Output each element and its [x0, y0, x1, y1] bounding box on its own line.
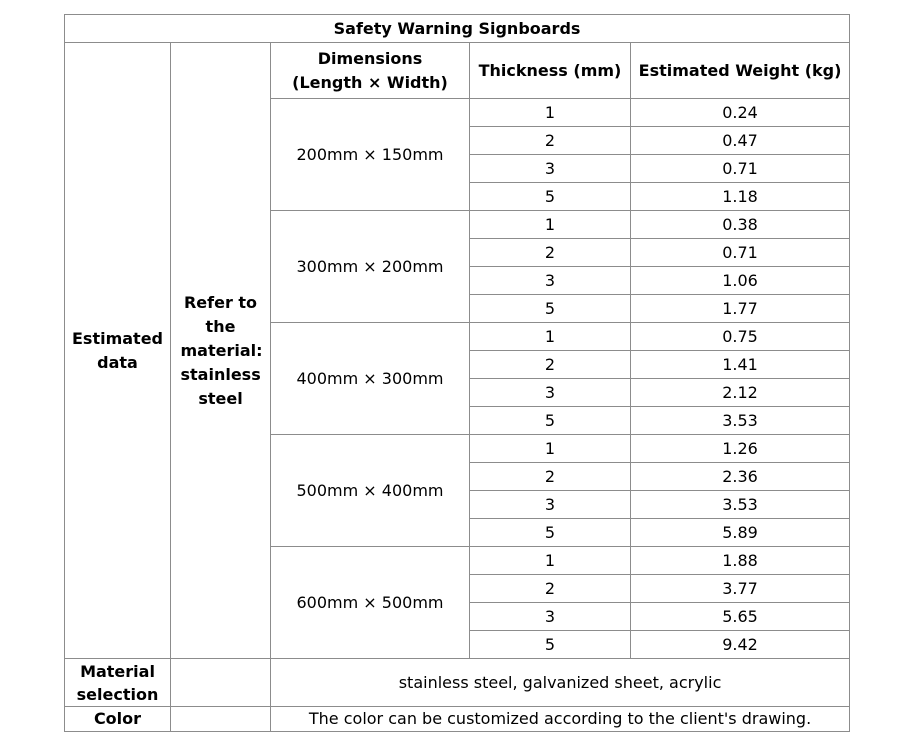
thickness-cell: 2	[470, 239, 631, 267]
weight-cell: 0.38	[631, 211, 850, 239]
thickness-cell: 1	[470, 323, 631, 351]
dimension-cell: 300mm × 200mm	[271, 211, 470, 323]
dimensions-header-text: Dimensions (Length × Width)	[292, 48, 448, 92]
weight-cell: 0.71	[631, 155, 850, 183]
material-note-text: Refer to the material: stainless steel	[180, 292, 263, 408]
weight-cell: 5.65	[631, 603, 850, 631]
weight-cell: 5.89	[631, 519, 850, 547]
dimension-cell: 500mm × 400mm	[271, 435, 470, 547]
weight-cell: 3.53	[631, 407, 850, 435]
weight-cell: 2.36	[631, 463, 850, 491]
thickness-cell: 5	[470, 295, 631, 323]
thickness-cell: 3	[470, 267, 631, 295]
thickness-cell: 3	[470, 603, 631, 631]
thickness-cell: 5	[470, 183, 631, 211]
weight-cell: 0.75	[631, 323, 850, 351]
weight-cell: 3.77	[631, 575, 850, 603]
weight-header: Estimated Weight (kg)	[631, 43, 850, 99]
weight-cell: 1.41	[631, 351, 850, 379]
weight-cell: 2.12	[631, 379, 850, 407]
material-selection-empty	[171, 659, 271, 707]
thickness-cell: 1	[470, 211, 631, 239]
thickness-cell: 5	[470, 519, 631, 547]
thickness-cell: 2	[470, 351, 631, 379]
weight-cell: 1.18	[631, 183, 850, 211]
thickness-header: Thickness (mm)	[470, 43, 631, 99]
dimension-cell: 400mm × 300mm	[271, 323, 470, 435]
material-selection-label	[65, 659, 171, 707]
thickness-cell: 1	[470, 547, 631, 575]
dimension-cell: 600mm × 500mm	[271, 547, 470, 659]
material-selection-label-text: Material selection	[76, 661, 159, 704]
weight-cell: 1.06	[631, 267, 850, 295]
thickness-cell: 5	[470, 631, 631, 659]
material-selection-value: stainless steel, galvanized sheet, acrylic	[271, 659, 850, 707]
color-value: The color can be customized according to the client's drawing.	[271, 707, 850, 732]
thickness-cell: 2	[470, 127, 631, 155]
thickness-cell: 2	[470, 575, 631, 603]
estimated-data-label: Estimated data	[65, 43, 171, 659]
weight-cell: 9.42	[631, 631, 850, 659]
dimensions-header	[271, 43, 470, 99]
weight-cell: 3.53	[631, 491, 850, 519]
weight-cell: 1.88	[631, 547, 850, 575]
color-label: Color	[65, 707, 171, 732]
material-note	[171, 43, 271, 659]
thickness-cell: 5	[470, 407, 631, 435]
thickness-cell: 3	[470, 491, 631, 519]
weight-cell: 1.26	[631, 435, 850, 463]
thickness-cell: 1	[470, 99, 631, 127]
thickness-cell: 2	[470, 463, 631, 491]
dimension-cell: 200mm × 150mm	[271, 99, 470, 211]
weight-cell: 0.71	[631, 239, 850, 267]
thickness-cell: 3	[470, 155, 631, 183]
weight-cell: 0.47	[631, 127, 850, 155]
thickness-cell: 3	[470, 379, 631, 407]
weight-cell: 0.24	[631, 99, 850, 127]
table-title: Safety Warning Signboards	[65, 15, 850, 43]
color-empty	[171, 707, 271, 732]
weight-cell: 1.77	[631, 295, 850, 323]
signboard-spec-table	[64, 14, 850, 732]
thickness-cell: 1	[470, 435, 631, 463]
